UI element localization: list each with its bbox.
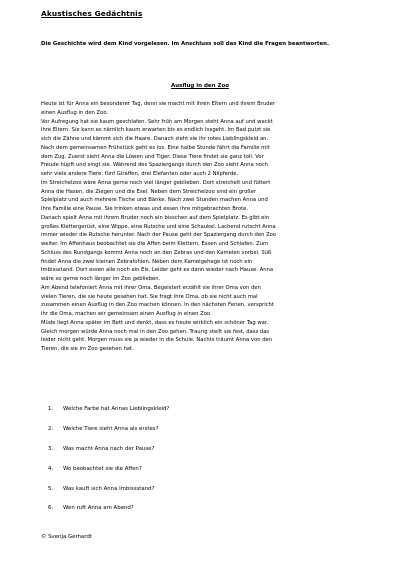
story-line: Imbissstand. Dort essen alle noch ein Eis. Leider geht es dann wieder nach Hause. Anna [41, 267, 274, 274]
story-line: leider nicht geht. Morgen muss sie ja wieder in die Schule. Nachts träumt Anna von den [41, 337, 273, 344]
story-line: ihre Eltern. Sie kann es nämlich kaum erwarten bis es endlich losgeht. Im Bad putzt sie [41, 127, 271, 134]
copyright-note: © Svenja Gerhardt [41, 534, 92, 540]
question-item [48, 505, 169, 525]
question-number: 2. [48, 425, 54, 432]
question-text: Wo beobachtet sie die Affen? [63, 465, 142, 472]
story-line: sehr viele andere Tiere: fünf Giraffen, drei Elefanten oder auch 2 Nilpferde. [41, 171, 239, 177]
question-text: Welche Farbe hat Annas Lieblingskleid? [63, 406, 170, 412]
story-line: zusammen einen Ausflug in den Zoo machen können. In den nächsten Ferien, verspricht [41, 302, 274, 309]
story-line: Heute ist für Anna ein besonderer Tag, denn sie macht mit ihren Eltern und ihrem Bruder [41, 101, 275, 107]
question-number: 5. [48, 485, 54, 492]
story-line: ihre Familie eine Pause. Sie trinken etwas und essen ihre mitgebrachten Brote. [41, 206, 249, 212]
question-item [48, 466, 169, 486]
page-title: Akustisches Gedächtnis [41, 9, 143, 18]
story-line: Nach dem gemeinsamen Frühstück geht es los. Eine halbe Stunde fährt die Familie mit [41, 144, 270, 151]
question-item [48, 486, 169, 506]
question-text: Was kauft sich Anna Imbissstand? [63, 485, 155, 492]
story-line: Schluss des Rundgangs kommt Anna noch an den Zebras und den Kamelen vorbei. Süß [41, 249, 272, 256]
question-number: 6. [48, 505, 54, 512]
story-line: Gleich morgen würde Anna noch mal in den Zoo gehen. Traurig stellt sie fest, dass das [41, 328, 270, 335]
question-text: Welche Tiere sieht Anna als erstes? [63, 425, 159, 432]
question-number: 3. [48, 445, 54, 452]
story-text [41, 100, 366, 354]
question-text: Was macht Anna nach der Pause? [63, 445, 155, 452]
question-item [48, 406, 169, 426]
story-line: immer wieder die Rutsche herunter. Nach der Pause geht der Spaziergang durch den Zoo [41, 232, 277, 239]
question-number: 4. [48, 465, 54, 472]
story-line: Tieren, die sie im Zoo gesehen hat. [41, 346, 134, 352]
story-line: einen Ausflug in den Zoo. [41, 109, 109, 116]
question-number: 1. [48, 406, 54, 412]
story-line: Danach spielt Anna mit ihrem Bruder noch ein bisschen auf dem Spielplatz. Es gibt ein [41, 214, 270, 221]
story-line: vielen Tieren, die sie heute gesehen hat. Sie fragt ihre Oma, ob sie nicht auch mal [41, 293, 258, 300]
instructions: Die Geschichte wird dem Kind vorgelesen. Im Anschluss soll das Kind die Fragen beantworten. [41, 41, 330, 47]
story-line: Spielplatz und auch mehrere Tische und Bänke. Nach zwei Stunden machen Anna und [41, 197, 268, 204]
question-text: Wen ruft Anna am Abend? [63, 505, 134, 512]
story-line: weiter. Im Affenhaus beobachtet sie die Affen beim Klettern, Essen und Schlafen. Zum [41, 241, 269, 247]
question-item [48, 446, 169, 466]
story-line: Freude hüpft und singt sie. Während des Spaziergangs durch den Zoo sieht Anna noch [41, 162, 269, 169]
story-line: sich die Zähne und kämmt sich die Haare. Danach zieht sie ihr rotes Lieblingskleid an. [41, 136, 269, 142]
story-line: Am Abend telefoniert Anna mit ihrer Oma. Begeistert erzählt sie ihrer Oma von den [41, 284, 261, 291]
story-title: Ausflug in den Zoo [170, 83, 230, 89]
story-line: dem Zug. Zuerst sieht Anna die Löwen und Tiger. Diese Tiere findet sie ganz toll. Vor [41, 153, 264, 160]
question-list [48, 406, 169, 525]
question-item [48, 426, 169, 446]
story-line: Vor Aufregung hat sie kaum geschlafen. Sehr früh am Morgen steht Anna auf und weckt [41, 118, 273, 125]
story-line: großes Klettergerüst, eine Wippe, eine Rutsche und eine Schaukel. Lachend rutscht Anna [41, 223, 276, 230]
story-line: Im Streichelzoo wäre Anna gerne noch viel länger geblieben. Dort streichelt und füttert [41, 179, 271, 186]
story-line: wäre so gerne noch länger im Zoo geblieben. [41, 276, 161, 282]
story-line: ihr die Oma, machen wir gemeinsam einen Ausflug in einen Zoo. [41, 311, 212, 317]
story-line: findet Anna die zwei kleinen Zebrafohlen. Neben dem Kamelgehege ist noch ein [41, 258, 253, 265]
story-line: Anna die Hasen, die Ziegen und die Esel. Neben dem Streichelzoo sind ein großer [41, 188, 257, 195]
story-line: Müde liegt Anna später im Bett und denkt, dass es heute wirklich ein schöner Tag war. [41, 319, 269, 326]
